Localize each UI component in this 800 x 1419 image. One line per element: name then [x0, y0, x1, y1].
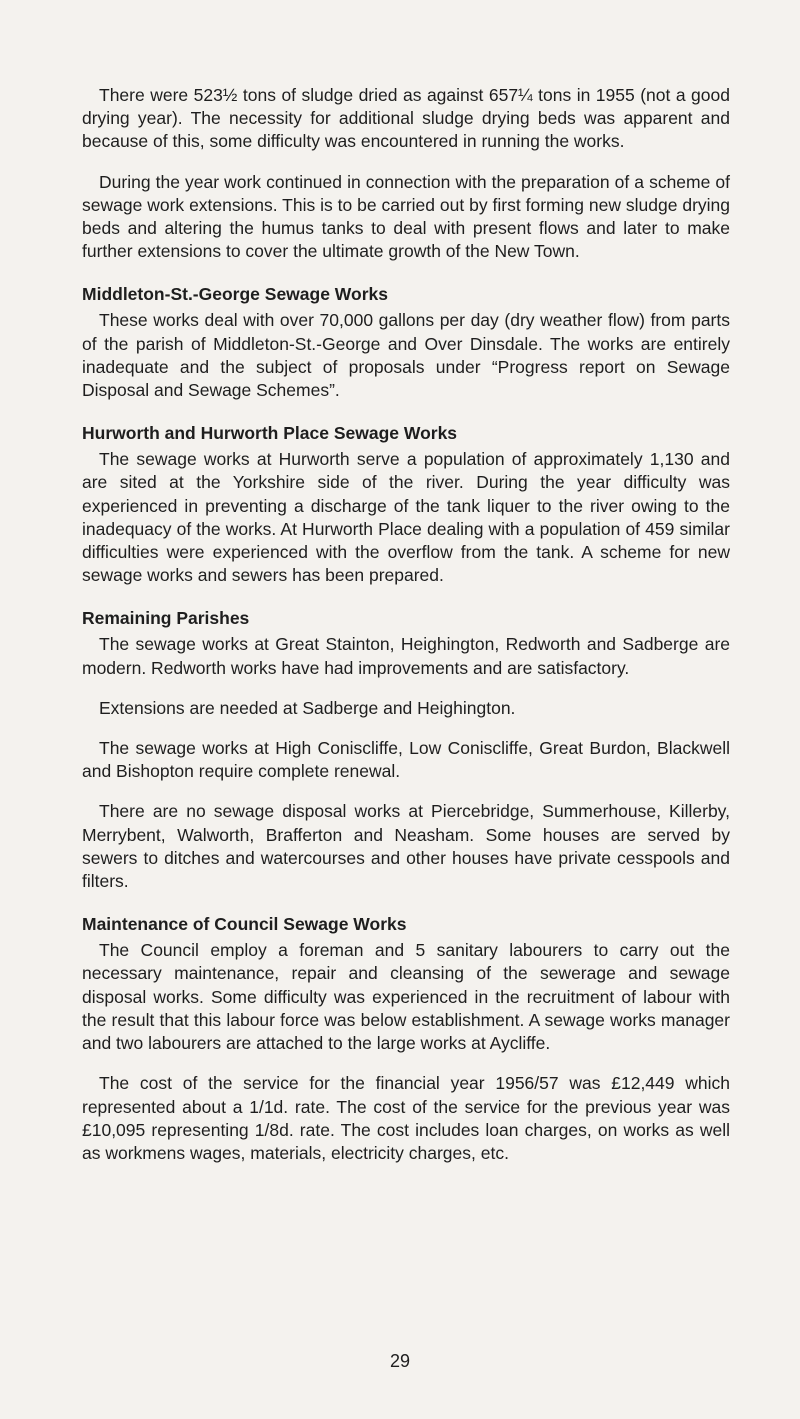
paragraph-middleton: These works deal with over 70,000 gallons per day (dry weather flow) from parts of the parish of Middleton-St.-George and Over Dinsdale. The works are entirely inadequate and the subject of proposals under “Progress report on Sewage Disposal and Sewage Schemes”.	[82, 310, 730, 401]
paragraph-scheme-extensions: During the year work continued in connection with the preparation of a scheme of sewage work extensions. This is to be carried out by first forming new sludge drying beds and altering the humus tanks to deal with present flows and later to make further extensions to cover the ultimate growth of the New Town.	[82, 171, 730, 262]
paragraph-extensions-needed: Extensions are needed at Sadberge and Heighington.	[99, 697, 516, 718]
heading-middleton: Middleton-St.-George Sewage Works	[82, 284, 388, 305]
page-number: 29	[389, 1351, 411, 1371]
paragraph-hurworth: The sewage works at Hurworth serve a population of approximately 1,130 and are sited at the Yorkshire side of the river. During the year difficulty was experienced in preventing a discharge of the tank liquer to the river owing to the inadequacy of the works. At Hurworth Place dealing with a population of 459 similar difficulties were experienced with the overflow from the tank. A scheme for new sewage works and sewers has been prepared.	[82, 449, 730, 586]
paragraph-modern-works: The sewage works at Great Stainton, Heighington, Redworth and Sadberge are modern. Redworth works have had improvements and are satisfactory.	[82, 634, 730, 678]
document-page	[82, 84, 730, 1182]
paragraph-labour-force: The Council employ a foreman and 5 sanitary labourers to carry out the necessary maintenance, repair and cleansing of the sewerage and sewage disposal works. Some difficulty was experienced in the recruitment of labour with the result that this labour force was below establishment. A sewage works manager and two labourers are attached to the large works at Aycliffe.	[82, 940, 730, 1054]
heading-hurworth: Hurworth and Hurworth Place Sewage Works	[82, 423, 458, 444]
heading-remaining-parishes: Remaining Parishes	[82, 608, 250, 629]
paragraph-renewal-required: The sewage works at High Coniscliffe, Low Coniscliffe, Great Burdon, Blackwell and Bishopton require complete renewal.	[82, 738, 730, 782]
heading-maintenance: Maintenance of Council Sewage Works	[82, 914, 407, 935]
paragraph-service-cost: The cost of the service for the financial year 1956/57 was £12,449 which represented about a 1/1d. rate. The cost of the service for the previous year was £10,095 representing 1/8d. rate. The cost includes loan charges, on works as well as workmens wages, materials, electricity charges, etc.	[82, 1073, 730, 1163]
paragraph-no-disposal-works: There are no sewage disposal works at Piercebridge, Summerhouse, Killerby, Merrybent, Walworth, Brafferton and Neasham. Some houses are served by sewers to ditches and watercourses and other houses have private cesspools and filters.	[82, 801, 730, 892]
paragraph-sludge-dried: There were 523½ tons of sludge dried as against 657¼ tons in 1955 (not a good drying year). The necessity for additional sludge drying beds was apparent and because of this, some difficulty was encountered in running the works.	[82, 85, 730, 152]
